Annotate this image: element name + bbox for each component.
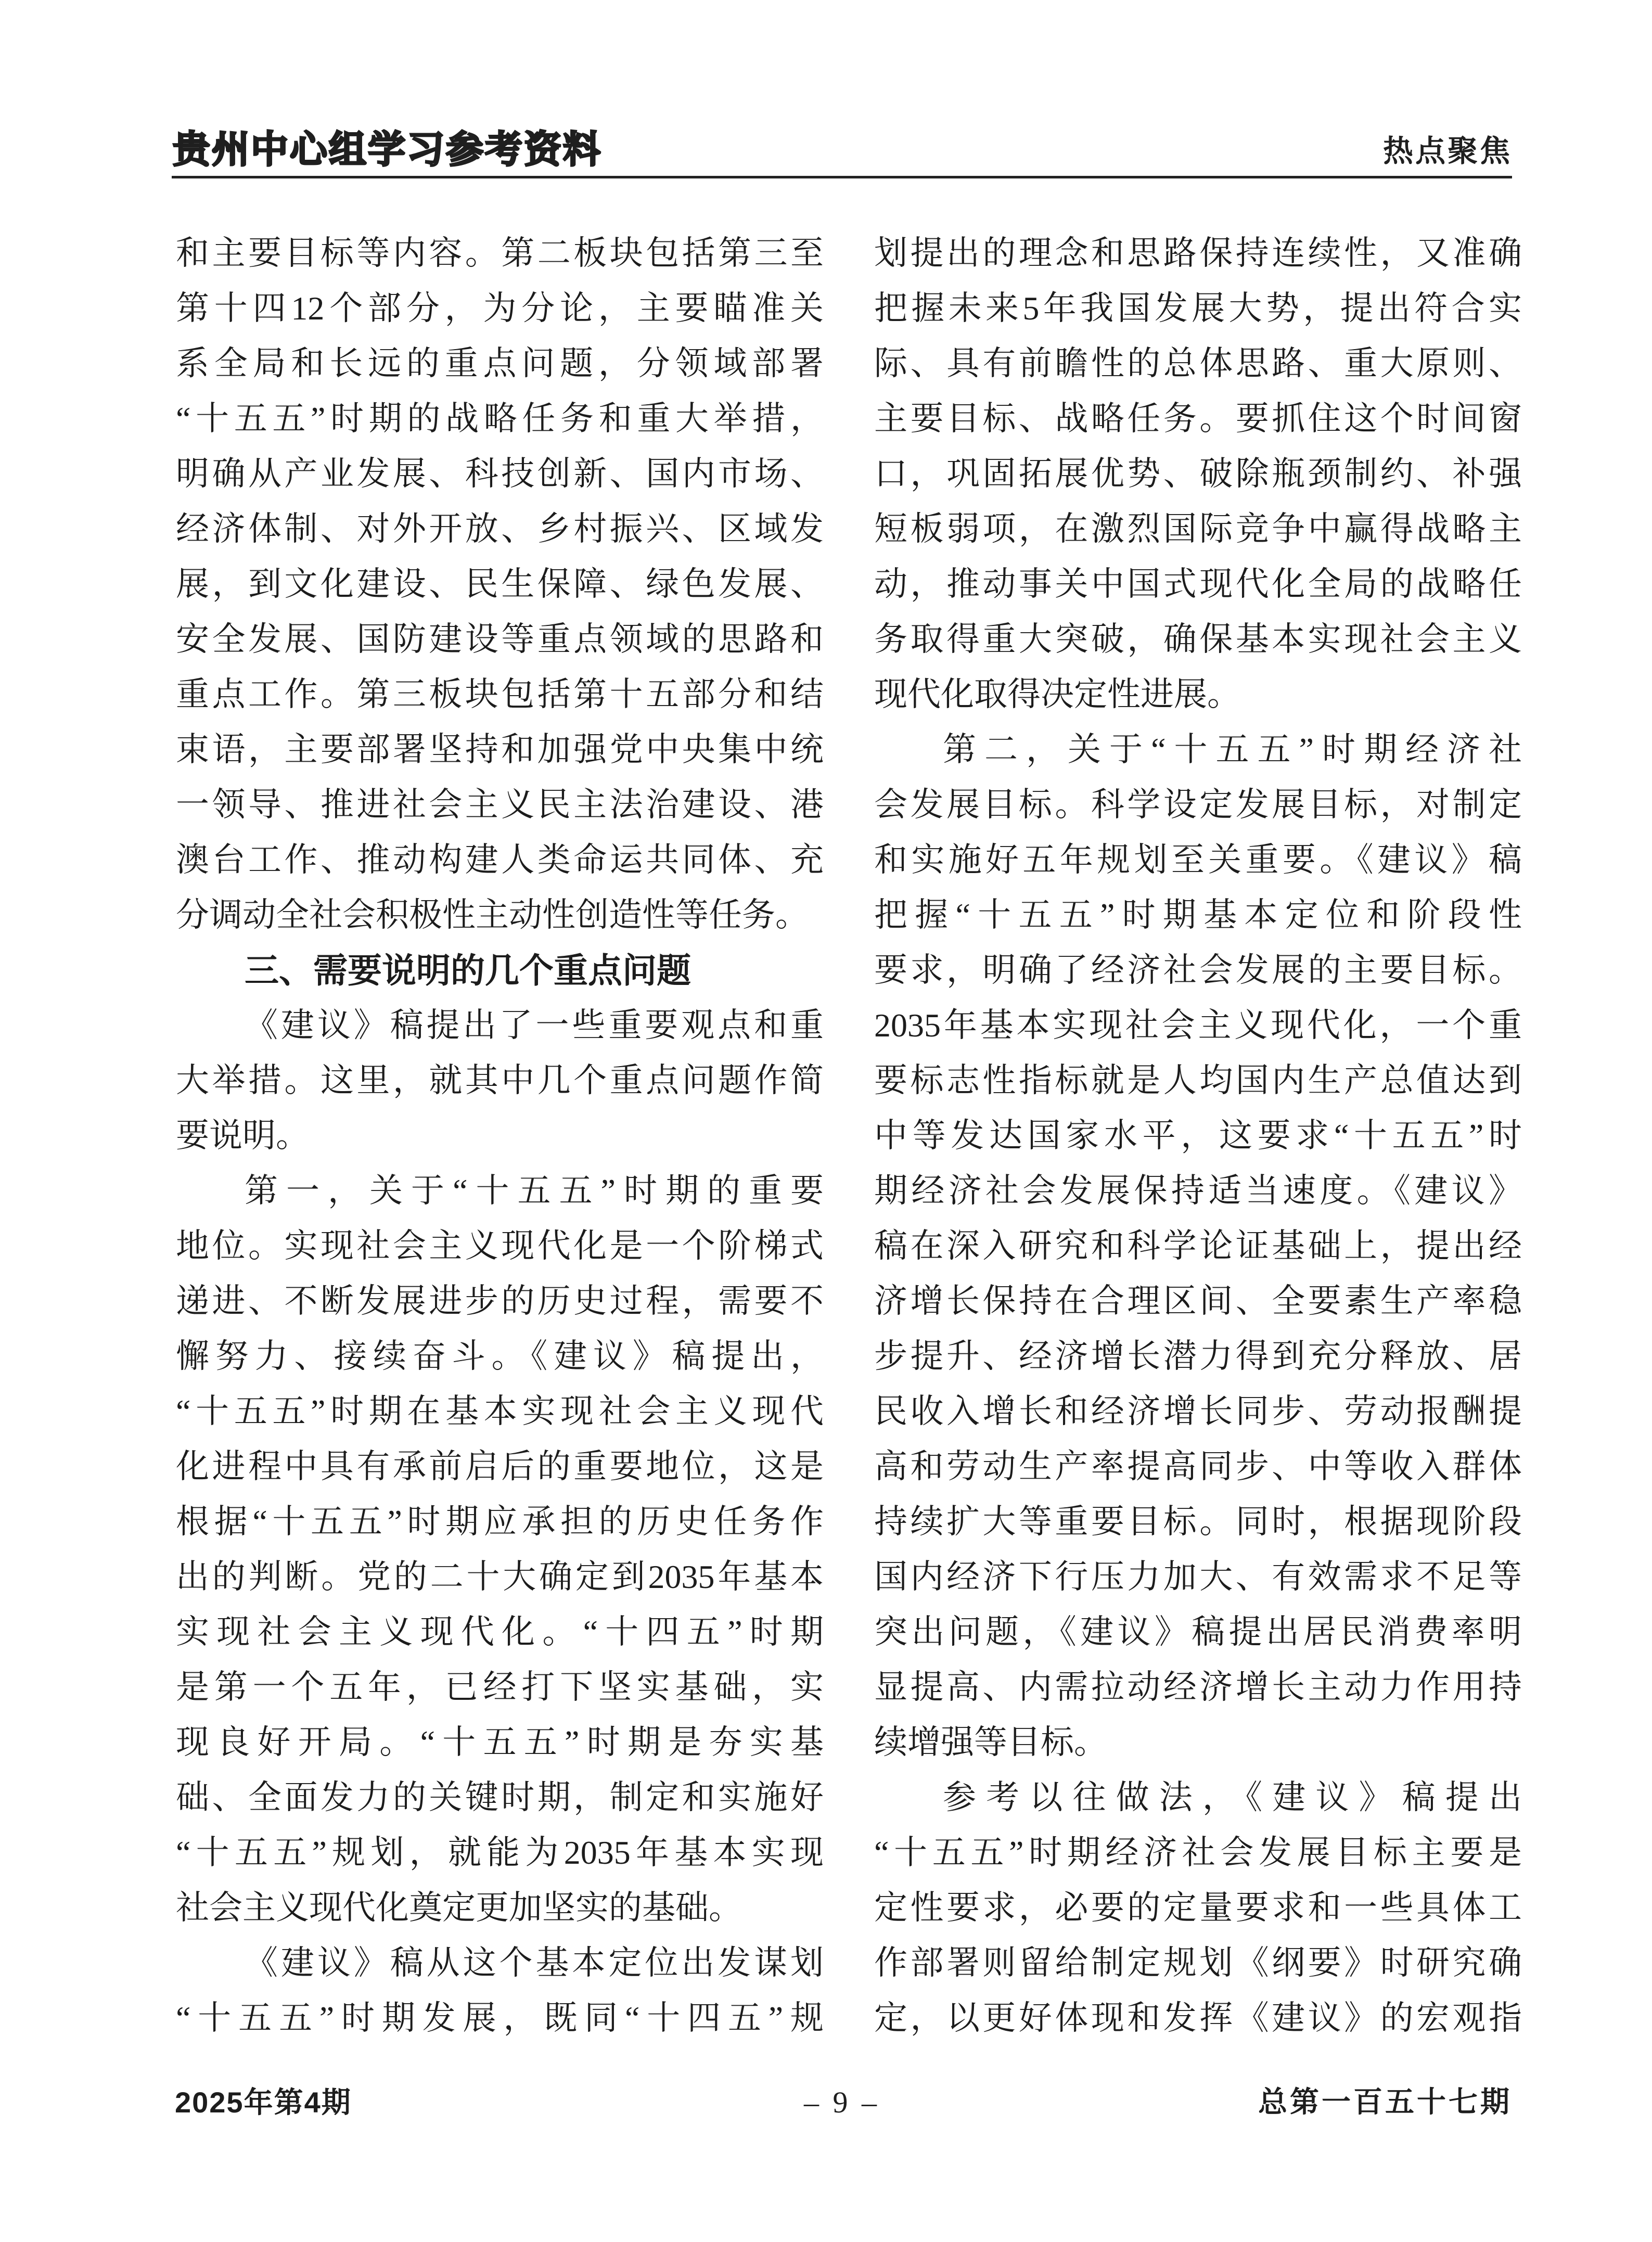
text-line: 务取得重大突破，确保基本实现社会主义 bbox=[874, 621, 1522, 658]
text-line: 社会主义现代化奠定更加坚实的基础。 bbox=[176, 1889, 742, 1926]
text-line: 出的判断。党的二十大确定到2035年基本 bbox=[176, 1558, 824, 1595]
text-line: 一领导、推进社会主义民主法治建设、港 bbox=[176, 786, 824, 823]
text-column-left bbox=[176, 226, 824, 2046]
text-line: 地位。实现社会主义现代化是一个阶梯式 bbox=[176, 1227, 824, 1264]
text-line: 作部署则留给制定规划《纲要》时研究确 bbox=[874, 1944, 1522, 1981]
text-line: 明确从产业发展、科技创新、国内市场、 bbox=[176, 455, 824, 492]
text-line: 定性要求，必要的定量要求和一些具体工 bbox=[874, 1889, 1522, 1926]
text-line: 期经济社会发展保持适当速度。《建议》 bbox=[874, 1172, 1522, 1209]
text-line: 第二，关于“十五五”时期经济社 bbox=[943, 731, 1522, 768]
text-line: 经济体制、对外开放、乡村振兴、区域发 bbox=[176, 510, 824, 547]
journal-title: 贵州中心组学习参考资料 bbox=[173, 129, 603, 171]
text-line: 束语，主要部署坚持和加强党中央集中统 bbox=[176, 731, 824, 768]
page-header bbox=[173, 121, 1512, 169]
text-line: 要说明。 bbox=[176, 1117, 309, 1154]
text-line: 递进、不断发展进步的历史过程，需要不 bbox=[176, 1283, 824, 1319]
page-footer bbox=[172, 2084, 1512, 2121]
text-line: 会发展目标。科学设定发展目标，对制定 bbox=[874, 786, 1522, 823]
section-heading: 三、需要说明的几个重点问题 bbox=[245, 951, 691, 990]
text-line: 民收入增长和经济增长同步、劳动报酬提 bbox=[874, 1393, 1522, 1430]
text-line: 分调动全社会积极性主动性创造性等任务。 bbox=[176, 896, 809, 933]
cumulative-issue-label: 总第一百五十七期 bbox=[1258, 2086, 1512, 2119]
text-line: 稿在深入研究和科学论证基础上，提出经 bbox=[874, 1227, 1522, 1264]
text-line: 和主要目标等内容。第二板块包括第三至 bbox=[176, 235, 824, 272]
text-line: 把握“十五五”时期基本定位和阶段性 bbox=[874, 896, 1522, 933]
text-line: 划提出的理念和思路保持连续性，又准确 bbox=[874, 235, 1522, 272]
header-rule bbox=[172, 176, 1512, 178]
text-line: 《建议》稿从这个基本定位出发谋划 bbox=[245, 1944, 824, 1981]
text-line: 根据“十五五”时期应承担的历史任务作 bbox=[176, 1503, 824, 1540]
text-line: 和实施好五年规划至关重要。《建议》稿 bbox=[874, 841, 1522, 878]
section-title: 热点聚焦 bbox=[1382, 134, 1512, 168]
text-line: 续增强等目标。 bbox=[874, 1724, 1107, 1761]
text-line: “十五五”时期的战略任务和重大举措， bbox=[176, 400, 824, 437]
text-line: 是第一个五年，已经打下坚实基础，实 bbox=[176, 1669, 824, 1706]
text-line: 要标志性指标就是人均国内生产总值达到 bbox=[874, 1062, 1522, 1099]
text-line: 参考以往做法，《建议》稿提出 bbox=[943, 1779, 1522, 1816]
text-line: 国内经济下行压力加大、有效需求不足等 bbox=[874, 1558, 1522, 1595]
text-line: 大举措。这里，就其中几个重点问题作简 bbox=[176, 1062, 824, 1099]
text-line: 短板弱项，在激烈国际竞争中赢得战略主 bbox=[874, 510, 1522, 547]
text-line: 展，到文化建设、民生保障、绿色发展、 bbox=[176, 566, 824, 603]
text-line: 步提升、经济增长潜力得到充分释放、居 bbox=[874, 1338, 1522, 1375]
text-column-right bbox=[874, 226, 1522, 2046]
text-line: 高和劳动生产率提高同步、中等收入群体 bbox=[874, 1448, 1522, 1485]
text-line: 突出问题，《建议》稿提出居民消费率明 bbox=[874, 1613, 1522, 1650]
text-line: 际、具有前瞻性的总体思路、重大原则、 bbox=[874, 345, 1522, 382]
text-line: 中等发达国家水平，这要求“十五五”时 bbox=[874, 1117, 1522, 1154]
text-line: 第十四12个部分，为分论，主要瞄准关 bbox=[176, 290, 824, 327]
text-line: 澳台工作、推动构建人类命运共同体、充 bbox=[176, 841, 824, 878]
text-line: 础、全面发力的关键时期，制定和实施好 bbox=[176, 1779, 824, 1816]
text-line: “十五五”时期发展，既同“十四五”规 bbox=[176, 2000, 824, 2036]
text-line: 把握未来5年我国发展大势，提出符合实 bbox=[874, 290, 1522, 327]
text-line: 主要目标、战略任务。要抓住这个时间窗 bbox=[874, 400, 1522, 437]
text-line: 化进程中具有承前启后的重要地位，这是 bbox=[176, 1448, 824, 1485]
text-line: “十五五”时期在基本实现社会主义现代 bbox=[176, 1393, 824, 1430]
text-line: 《建议》稿提出了一些重要观点和重 bbox=[245, 1007, 824, 1044]
text-line: 显提高、内需拉动经济增长主动力作用持 bbox=[874, 1669, 1522, 1706]
text-line: 系全局和长远的重点问题，分领域部署 bbox=[176, 345, 824, 382]
text-line: 现代化取得决定性进展。 bbox=[874, 676, 1240, 713]
text-line: 安全发展、国防建设等重点领域的思路和 bbox=[176, 621, 824, 658]
page-number: – 9 – bbox=[804, 2085, 880, 2119]
text-line: “十五五”规划，就能为2035年基本实现 bbox=[176, 1834, 824, 1871]
text-line: 2035年基本实现社会主义现代化，一个重 bbox=[874, 1007, 1522, 1044]
text-line: 口，巩固拓展优势、破除瓶颈制约、补强 bbox=[874, 455, 1522, 492]
text-line: “十五五”时期经济社会发展目标主要是 bbox=[874, 1834, 1522, 1871]
text-line: 要求，明确了经济社会发展的主要目标。 bbox=[874, 952, 1522, 989]
text-line: 动，推动事关中国式现代化全局的战略任 bbox=[874, 566, 1522, 603]
text-line: 济增长保持在合理区间、全要素生产率稳 bbox=[874, 1283, 1522, 1319]
text-line: 第一，关于“十五五”时期的重要 bbox=[245, 1172, 824, 1209]
text-line: 重点工作。第三板块包括第十五部分和结 bbox=[176, 676, 824, 713]
text-line: 实现社会主义现代化。“十四五”时期 bbox=[176, 1613, 824, 1650]
text-line: 现良好开局。“十五五”时期是夯实基 bbox=[176, 1724, 824, 1761]
issue-label: 2025年第4期 bbox=[175, 2086, 352, 2119]
text-line: 持续扩大等重要目标。同时，根据现阶段 bbox=[874, 1503, 1522, 1540]
text-line: 定，以更好体现和发挥《建议》的宏观指 bbox=[874, 2000, 1522, 2036]
text-line: 懈努力、接续奋斗。《建议》稿提出， bbox=[176, 1338, 824, 1375]
